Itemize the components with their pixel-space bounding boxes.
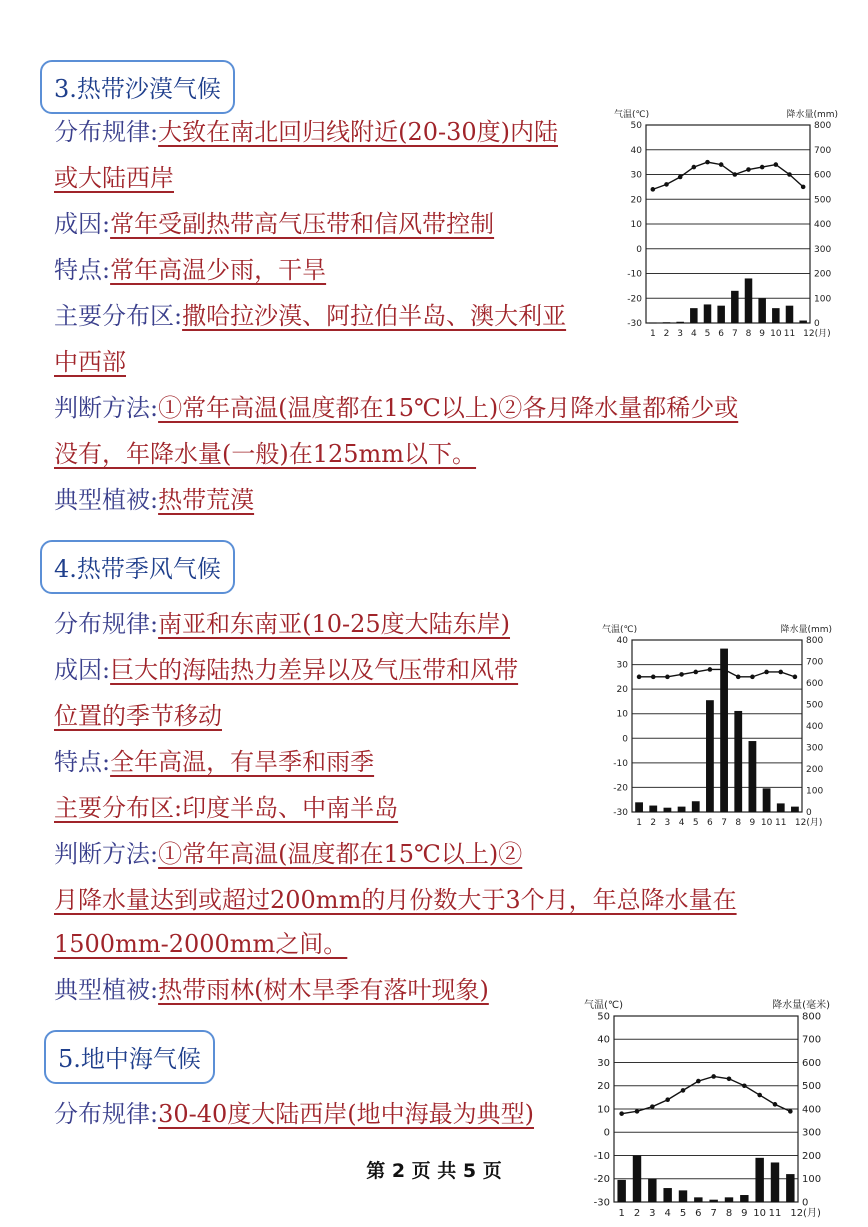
precip-tick-label: 100	[802, 1174, 822, 1186]
precip-tick-label: 300	[814, 244, 832, 255]
temperature-point	[651, 675, 656, 680]
precip-tick-label: 100	[814, 294, 832, 305]
temp-tick-label: 50	[597, 1011, 610, 1023]
climate-chart-tropical-monsoon	[600, 618, 834, 832]
temperature-point	[705, 160, 710, 165]
month-label: 3	[677, 329, 684, 339]
temperature-point	[651, 187, 656, 192]
plot-frame	[632, 640, 802, 812]
precip-bar	[679, 1190, 687, 1202]
precip-tick-label: 200	[806, 765, 824, 775]
section-1-line	[54, 834, 522, 874]
precip-bar	[720, 649, 728, 812]
line-label: 分布规律:	[54, 610, 159, 638]
section-0-line	[54, 342, 126, 382]
temperature-point	[788, 1109, 793, 1114]
temperature-point	[778, 670, 783, 675]
precip-bar	[709, 1200, 717, 1202]
temperature-point	[750, 675, 755, 680]
temp-tick-label: 10	[630, 220, 642, 230]
precip-tick-label: 200	[814, 269, 832, 280]
line-label: 特点:	[54, 256, 111, 284]
temperature-point	[736, 675, 741, 680]
month-label: 5	[704, 329, 711, 339]
month-label: 12(月)	[803, 329, 831, 339]
line-value: 1500mm-2000mm之间。	[54, 930, 348, 958]
temperature-point	[711, 1074, 716, 1079]
month-label: 2	[650, 818, 657, 828]
temperature-point	[733, 172, 738, 177]
temperature-point	[774, 162, 779, 167]
month-label: 8	[735, 818, 742, 828]
temperature-point	[679, 672, 684, 677]
month-label: 10	[760, 818, 773, 828]
temp-tick-label: 30	[630, 170, 642, 181]
month-label: 11	[775, 818, 787, 828]
section-0-line	[54, 480, 254, 520]
precip-bar	[791, 807, 799, 812]
month-label: 6	[718, 329, 725, 339]
temperature-point	[708, 667, 713, 672]
precip-tick-label: 700	[814, 145, 832, 156]
line-label: 判断方法:	[54, 394, 159, 422]
precip-tick-label: 800	[806, 636, 824, 646]
line-label: 特点:	[54, 748, 111, 776]
month-label: 8	[725, 1208, 733, 1219]
line-value: 热带荒漠	[158, 486, 255, 514]
precip-bar	[635, 802, 643, 812]
precip-bar	[749, 741, 757, 812]
section-1-line	[54, 604, 510, 644]
section-0-line	[54, 434, 476, 474]
line-value: 全年高温，有旱季和雨季	[110, 748, 375, 776]
climate-chart-mediterranean	[582, 994, 832, 1224]
precip-bar	[704, 304, 712, 323]
month-label: 9	[741, 1208, 748, 1219]
temperature-point	[637, 675, 642, 680]
precip-tick-label: 100	[806, 786, 824, 797]
line-value: ①常年高温(温度都在15℃以上)②	[158, 840, 523, 868]
line-value: 中西部	[54, 348, 126, 376]
month-label: 2	[663, 329, 670, 339]
month-label: 7	[710, 1208, 717, 1219]
line-label: 分布规律:	[54, 118, 159, 146]
temperature-point	[773, 1102, 778, 1107]
temperature-point	[650, 1104, 655, 1109]
month-label: 7	[721, 818, 727, 828]
temp-tick-label: 0	[603, 1127, 610, 1139]
month-label: 7	[731, 329, 738, 339]
line-value: 或大陆西岸	[54, 164, 174, 192]
month-label: 8	[745, 329, 752, 339]
section-2-line	[54, 1094, 534, 1134]
precip-tick-label: 400	[814, 220, 832, 230]
month-label: 6	[707, 818, 713, 828]
section-heading-tropical-desert: 3.热带沙漠气候	[40, 60, 235, 114]
line-label: 主要分布区:	[54, 302, 183, 330]
precip-tick-label: 500	[806, 700, 824, 711]
temperature-point	[619, 1111, 624, 1116]
precip-bar	[734, 711, 742, 812]
temperature-point	[722, 667, 727, 672]
precip-bar	[731, 291, 739, 323]
precip-bar	[692, 801, 700, 812]
precip-tick-label: 500	[802, 1081, 822, 1093]
month-label: 3	[664, 818, 671, 828]
temp-tick-label: 30	[616, 660, 628, 671]
precip-bar	[777, 803, 785, 812]
climate-chart-tropical-desert	[612, 105, 840, 345]
precip-bar	[717, 306, 725, 323]
month-label: 1	[636, 818, 642, 828]
line-value: 大致在南北回归线附近(20-30度)内陆	[158, 118, 559, 146]
month-label: 4	[664, 1208, 671, 1219]
temperature-point	[757, 1093, 762, 1098]
precip-tick-label: 600	[814, 170, 832, 181]
precip-bar	[649, 323, 657, 324]
precip-tick-label: 0	[802, 1197, 809, 1209]
precip-bar	[676, 322, 684, 323]
precip-bar	[786, 306, 794, 323]
precip-tick-label: 400	[802, 1104, 822, 1116]
section-1-line	[54, 880, 737, 920]
temp-tick-label: 10	[597, 1104, 610, 1116]
temp-tick-label: -10	[613, 758, 628, 769]
right-axis-title: 降水量(mm)	[786, 110, 838, 120]
temperature-point	[764, 670, 769, 675]
precip-bar	[649, 806, 657, 812]
temp-tick-label: 0	[622, 734, 628, 745]
temp-tick-label: 20	[597, 1081, 610, 1093]
precip-tick-label: 0	[806, 808, 812, 818]
temperature-line	[622, 1076, 791, 1113]
temperature-point	[746, 167, 751, 172]
month-label: 12(月)	[794, 818, 823, 828]
temp-tick-label: 20	[630, 195, 642, 206]
temperature-point	[681, 1088, 686, 1093]
precip-tick-label: 400	[806, 722, 824, 732]
line-value: 巨大的海陆热力差异以及气压带和风带	[110, 656, 519, 684]
precip-bar	[663, 1188, 671, 1202]
temp-tick-label: -10	[627, 269, 642, 280]
temperature-point	[801, 185, 806, 190]
section-0-line	[54, 204, 494, 244]
precip-bar	[706, 700, 714, 812]
section-1-line	[54, 696, 222, 736]
month-label: 3	[649, 1208, 656, 1219]
precip-bar	[664, 808, 672, 812]
line-value: 常年受副热带高气压带和信风带控制	[110, 210, 495, 238]
temp-tick-label: 40	[630, 145, 642, 156]
temp-tick-label: -30	[593, 1197, 610, 1209]
temp-tick-label: -20	[613, 783, 628, 794]
temp-tick-label: 0	[636, 244, 642, 255]
month-label: 4	[678, 818, 685, 828]
temp-tick-label: 10	[616, 709, 628, 720]
temperature-point	[719, 162, 724, 167]
left-axis-title: 气温(℃)	[614, 110, 650, 120]
temp-tick-label: -20	[593, 1174, 610, 1186]
section-1-line	[54, 650, 518, 690]
temperature-point	[742, 1083, 747, 1088]
temperature-point	[664, 182, 669, 187]
precip-bar	[772, 308, 780, 323]
precip-tick-label: 800	[814, 121, 832, 131]
precip-tick-label: 600	[806, 679, 824, 689]
precip-tick-label: 700	[802, 1034, 822, 1046]
temperature-point	[787, 172, 792, 177]
precip-bar	[745, 278, 753, 323]
month-label: 6	[695, 1208, 702, 1219]
temp-tick-label: -10	[593, 1150, 610, 1162]
temperature-point	[696, 1079, 701, 1084]
precip-bar	[678, 807, 686, 812]
temp-tick-label: 30	[597, 1057, 610, 1069]
line-label: 典型植被:	[54, 486, 159, 514]
line-value: 30-40度大陆西岸(地中海最为典型)	[158, 1100, 535, 1128]
temperature-point	[793, 675, 798, 680]
left-axis-title: 气温(℃)	[602, 625, 638, 635]
line-label: 判断方法:	[54, 840, 159, 868]
precip-tick-label: 300	[806, 743, 824, 754]
month-label: 11	[783, 329, 796, 339]
line-value: 常年高温少雨，干旱	[110, 256, 327, 284]
precip-tick-label: 800	[802, 1011, 822, 1023]
precip-bar	[617, 1180, 625, 1202]
precip-bar	[763, 788, 771, 812]
section-1-line	[54, 788, 398, 828]
temperature-point	[727, 1076, 732, 1081]
precip-bar	[740, 1195, 748, 1202]
line-value: 位置的季节移动	[54, 702, 222, 730]
section-1-line	[54, 924, 347, 964]
line-label: 典型植被:	[54, 976, 159, 1004]
precip-bar	[663, 322, 671, 323]
precip-tick-label: 200	[802, 1150, 822, 1162]
month-label: 5	[679, 1208, 687, 1219]
line-label: 成因:	[54, 656, 111, 684]
temperature-point	[665, 1097, 670, 1102]
temp-tick-label: 40	[616, 636, 628, 646]
temperature-point	[665, 675, 670, 680]
section-0-line	[54, 388, 738, 428]
precip-bar	[690, 308, 698, 323]
month-label: 1	[649, 329, 656, 339]
precip-bar	[758, 298, 766, 323]
section-0-line	[54, 112, 558, 152]
section-0-line	[54, 158, 174, 198]
temp-tick-label: 50	[630, 121, 642, 131]
month-label: 9	[749, 818, 756, 828]
line-value: 南亚和东南亚(10-25度大陆东岸)	[158, 610, 511, 638]
temp-tick-label: -30	[627, 319, 642, 329]
section-1-line	[54, 970, 489, 1010]
right-axis-title: 降水量(mm)	[780, 625, 832, 635]
month-label: 5	[692, 818, 699, 828]
precip-tick-label: 0	[814, 319, 820, 329]
month-label: 9	[759, 329, 766, 339]
precip-tick-label: 300	[802, 1127, 822, 1139]
temperature-point	[692, 165, 697, 170]
temp-tick-label: -30	[613, 808, 628, 818]
temperature-line	[653, 162, 803, 189]
temp-tick-label: 20	[616, 685, 628, 696]
section-0-line	[54, 296, 566, 336]
month-label: 11	[768, 1208, 782, 1219]
section-heading-mediterranean: 5.地中海气候	[44, 1030, 215, 1084]
month-label: 2	[633, 1208, 641, 1219]
month-label: 10	[753, 1208, 767, 1219]
section-heading-tropical-monsoon: 4.热带季风气候	[40, 540, 235, 594]
month-label: 12(月)	[790, 1208, 821, 1219]
line-value: 没有，年降水量(一般)在125mm以下。	[54, 440, 477, 468]
month-label: 4	[690, 329, 697, 339]
temperature-line	[639, 669, 795, 676]
temp-tick-label: -20	[627, 294, 642, 305]
temperature-point	[760, 165, 765, 170]
temperature-point	[693, 670, 698, 675]
section-0-line	[54, 250, 326, 290]
precip-bar	[694, 1197, 702, 1202]
month-label: 1	[618, 1208, 625, 1219]
precip-tick-label: 500	[814, 195, 832, 206]
line-label: 成因:	[54, 210, 111, 238]
line-value: ①常年高温(温度都在15℃以上)②各月降水量都稀少或	[158, 394, 739, 422]
line-value: 主要分布区:印度半岛、中南半岛	[54, 794, 399, 822]
section-1-line	[54, 742, 374, 782]
precip-bar	[799, 321, 807, 323]
temp-tick-label: 40	[597, 1034, 610, 1046]
line-value: 撒哈拉沙漠、阿拉伯半岛、澳大利亚	[182, 302, 567, 330]
right-axis-title: 降水量(毫米)	[772, 1000, 830, 1011]
line-value: 热带雨林(树木旱季有落叶现象)	[158, 976, 489, 1004]
left-axis-title: 气温(℃)	[584, 1000, 624, 1011]
line-value: 月降水量达到或超过200mm的月份数大于3个月，年总降水量在	[54, 886, 737, 914]
temperature-point	[678, 175, 683, 180]
precip-bar	[725, 1197, 733, 1202]
month-label: 10	[770, 329, 782, 339]
precip-tick-label: 700	[806, 657, 824, 668]
precip-tick-label: 600	[802, 1057, 822, 1069]
temperature-point	[635, 1109, 640, 1114]
page-footer: 第 2 页 共 5 页	[366, 1160, 502, 1182]
line-label: 分布规律:	[54, 1100, 159, 1128]
